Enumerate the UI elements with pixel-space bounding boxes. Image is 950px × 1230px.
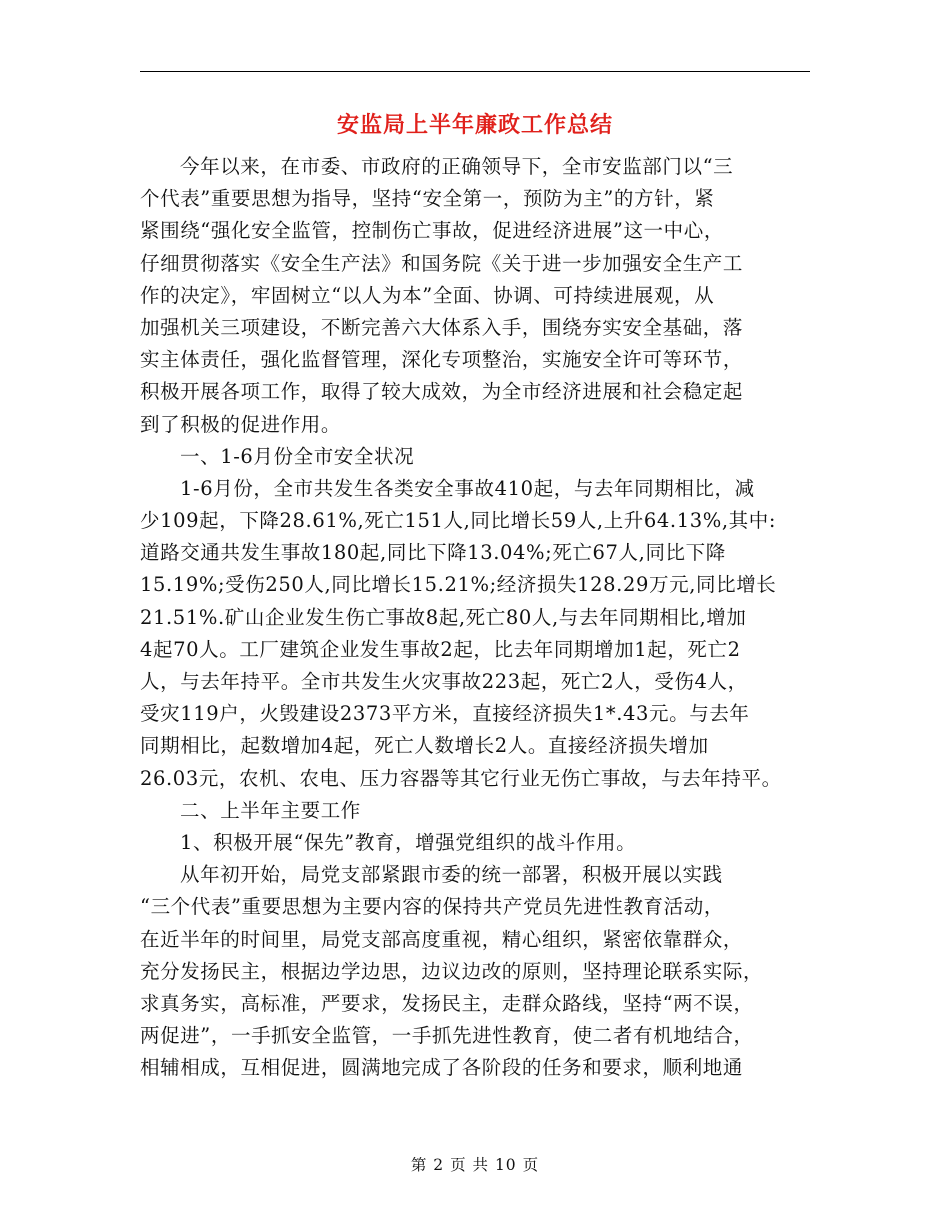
text-line: 充分发扬民主，根据边学边思，边议边改的原则，坚持理论联系实际，	[140, 959, 764, 983]
text-line: 实主体责任，强化监督管理，深化专项整治，实施安全许可等环节，	[140, 348, 744, 372]
text-line: 从年初开始，局党支部紧跟市委的统一部署，积极开展以实践	[180, 863, 723, 887]
text-line: 26.03元，农机、农电、压力容器等其它行业无伤亡事故，与去年持平。	[140, 766, 782, 790]
text-line: 受灾119户，火毁建设2373平方米，直接经济损失1*.43元。与去年	[140, 702, 750, 726]
page-footer: 第 2 页 共 10 页	[410, 1156, 540, 1174]
text-line: 积极开展各项工作，取得了较大成效，为全市经济进展和社会稳定起	[140, 380, 744, 404]
text-line: 4起70人。工厂建筑企业发生事故2起，比去年同期增加1起，死亡2	[140, 637, 741, 661]
text-line: 1、积极开展“保先”教育，增强党组织的战斗作用。	[180, 830, 637, 854]
document-title: 安监局上半年廉政工作总结	[336, 113, 613, 138]
document-body	[140, 151, 830, 1084]
text-line: 两促进”，一手抓安全监管，一手抓先进性教育，使二者有机地结合，	[140, 1024, 754, 1048]
text-line: 到了积极的促进作用。	[140, 412, 342, 436]
text-line: 人，与去年持平。全市共发生火灾事故223起，死亡2人，受伤4人，	[140, 670, 748, 693]
text-line: 求真务实，高标准，严要求，发扬民主，走群众路线，坚持“两不误，	[140, 991, 754, 1015]
text-line: 个代表”重要思想为指导，坚持“安全第一，预防为主”的方针，紧	[140, 187, 715, 211]
text-line: 15.19%;受伤250人,同比增长15.21%;经济损失128.29万元,同比增长	[140, 573, 777, 597]
text-line: 1-6月份，全市共发生各类安全事故410起，与去年同期相比，减	[180, 476, 755, 500]
text-line: 同期相比，起数增加4起，死亡人数增长2人。直接经济损失增加	[140, 734, 709, 758]
text-line: 道路交通共发生事故180起,同比下降13.04%;死亡67人,同比下降	[140, 541, 726, 565]
text-line: 相辅相成，互相促进，圆满地完成了各阶段的任务和要求，顺利地通	[140, 1056, 744, 1080]
text-line: 少109起，下降28.61%,死亡151人,同比增长59人,上升64.13%,其中:	[140, 509, 777, 533]
text-line: 二、上半年主要工作	[180, 798, 361, 822]
text-line: 在近半年的时间里，局党支部高度重视，精心组织，紧密依靠群众，	[140, 927, 744, 951]
text-line: 今年以来，在市委、市政府的正确领导下，全市安监部门以“三	[180, 155, 734, 178]
text-line: 仔细贯彻落实《安全生产法》和国务院《关于进一步加强安全生产工	[140, 251, 744, 275]
text-line: 21.51%.矿山企业发生伤亡事故8起,死亡80人,与去年同期相比,增加	[140, 605, 747, 629]
text-line: 紧围绕“强化安全监管，控制伤亡事故，促进经济进展”这一中心，	[140, 219, 724, 243]
header-rule	[140, 71, 810, 72]
text-line: “三个代表”重要思想为主要内容的保持共产党员先进性教育活动，	[140, 895, 724, 919]
text-line: 一、1-6月份全市安全状况	[180, 444, 415, 468]
text-line: 作的决定》，牢固树立“以人为本”全面、协调、可持续进展观，从	[140, 283, 715, 307]
text-line: 加强机关三项建设，不断完善六大体系入手，围绕夯实安全基础，落	[140, 315, 744, 339]
